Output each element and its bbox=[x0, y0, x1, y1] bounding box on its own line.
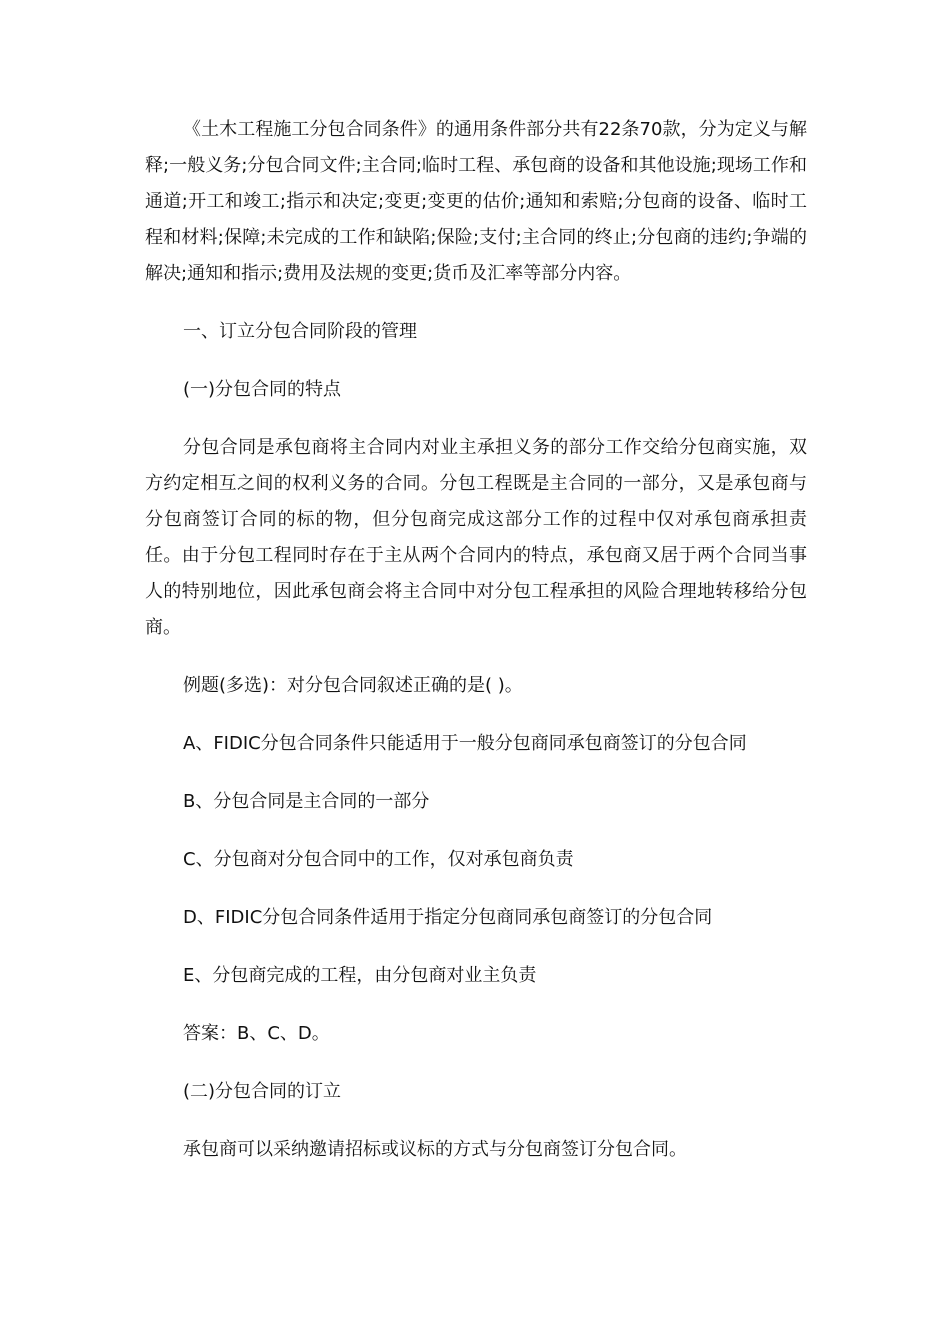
intro-paragraph: 《土木工程施工分包合同条件》的通用条件部分共有22条70款，分为定义与解释;一般义务;分包合同文件;主合同;临时工程、承包商的设备和其他设施;现场工作和通道;开工和竣工;指示和决定;变更;变更的估价;通知和索赔;分包商的设备、临时工程和材料;保障;未完成的工作和缺陷;保险;支付;主合同的终止;分包商的违约;争端的解决;通知和指示;费用及法规的变更;货币及汇率等部分内容。 bbox=[145, 119, 807, 284]
option-d: D、FIDIC分包合同条件适用于指定分包商同承包商签订的分包合同 bbox=[183, 907, 713, 928]
section-heading: 一、订立分包合同阶段的管理 bbox=[183, 321, 417, 342]
subsection-heading: (一)分包合同的特点 bbox=[183, 379, 342, 400]
body-paragraph: 承包商可以采纳邀请招标或议标的方式与分包商签订分包合同。 bbox=[183, 1139, 687, 1160]
option-b: B、分包合同是主合同的一部分 bbox=[183, 791, 430, 812]
example-question: 例题(多选)：对分包合同叙述正确的是( )。 bbox=[183, 675, 523, 696]
subsection-heading: (二)分包合同的订立 bbox=[183, 1081, 342, 1102]
body-paragraph: 分包合同是承包商将主合同内对业主承担义务的部分工作交给分包商实施，双方约定相互之间的权利义务的合同。分包工程既是主合同的一部分，又是承包商与分包商签订合同的标的物，但分包商完成这部分工作的过程中仅对承包商承担责任。由于分包工程同时存在于主从两个合同内的特点，承包商又居于两个合同当事人的特别地位，因此承包商会将主合同中对分包工程承担的风险合理地转移给分包商。 bbox=[145, 437, 807, 638]
answer: 答案：B、C、D。 bbox=[183, 1023, 330, 1044]
document-page bbox=[145, 112, 807, 1168]
option-e: E、分包商完成的工程，由分包商对业主负责 bbox=[183, 965, 537, 986]
option-a: A、FIDIC分包合同条件只能适用于一般分包商同承包商签订的分包合同 bbox=[183, 733, 747, 754]
option-c: C、分包商对分包合同中的工作，仅对承包商负责 bbox=[183, 849, 574, 870]
